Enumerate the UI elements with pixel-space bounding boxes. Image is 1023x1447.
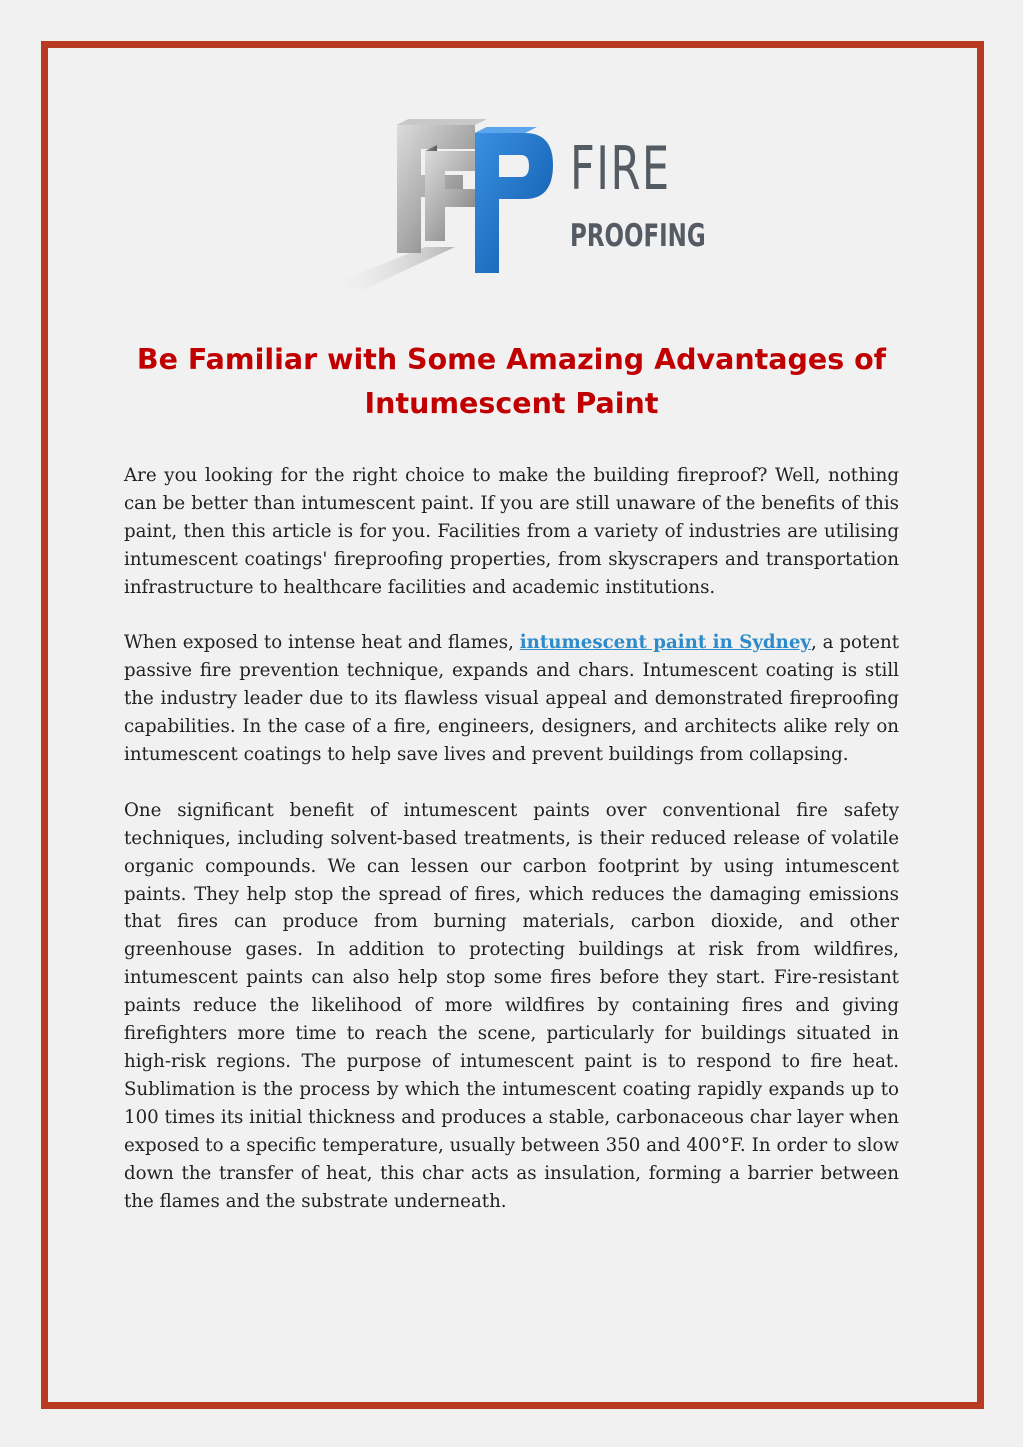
article-body	[124, 462, 899, 1243]
intumescent-paint-sydney-link[interactable]: intumescent paint in Sydney	[519, 632, 811, 654]
paragraph-2-rest: , a potent passive fire prevention technique, expands and chars. Intumescent coating is still the industry leader due to its flawless visual appeal and demonstrated fireproofing capabilities. In the case of a fire, engineers, designers, and architects alike rely on intumescent coatings to help save lives and prevent buildings from collapsing.	[124, 632, 900, 766]
article-title: Be Familiar with Some Amazing Advantages of Intumescent Paint	[136, 343, 887, 420]
paragraph-2	[124, 629, 899, 769]
paragraph-1: Are you looking for the right choice to make the building fireproof? Well, nothing can be better than intumescent paint. If you are still unaware of the benefits of this paint, then this article is for you. Facilities from a variety of industries are utilising intumescent coatings' fireproofing properties, from skyscrapers and transportation infrastructure to healthcare facilities and academic institutions.	[124, 465, 899, 598]
logo-text-fire: FIRE	[570, 134, 671, 204]
paragraph-2-lead: When exposed to intense heat and flames,	[124, 632, 520, 654]
fp-monogram-icon	[325, 117, 565, 292]
fire-proofing-logo	[325, 117, 705, 292]
logo-text-proofing: PROOFING	[570, 218, 706, 254]
paragraph-3: One significant benefit of intumescent paints over conventional fire safety techniques, including solvent-based treatments, is their reduced release of volatile organic compounds. We can lessen our carbon footprint by using intumescent paints. They help stop the spread of fires, which reduces the damaging emissions that fires can produce from burning materials, carbon dioxide, and other greenhouse gases. In addition to protecting buildings at risk from wildfires, intumescent paints can also help stop some fires before they start. Fire-resistant paints reduce the likelihood of more wildfires by containing fires and giving firefighters more time to reach the scene, particularly for buildings situated in high-risk regions. The purpose of intumescent paint is to respond to fire heat. Sublimation is the process by which the intumescent coating rapidly expands up to 100 times its initial thickness and produces a stable, carbonaceous char layer when exposed to a specific temperature, usually between 350 and 400°F. In order to slow down the transfer of heat, this char acts as insulation, forming a barrier between the flames and the substrate underneath.	[124, 799, 899, 1212]
